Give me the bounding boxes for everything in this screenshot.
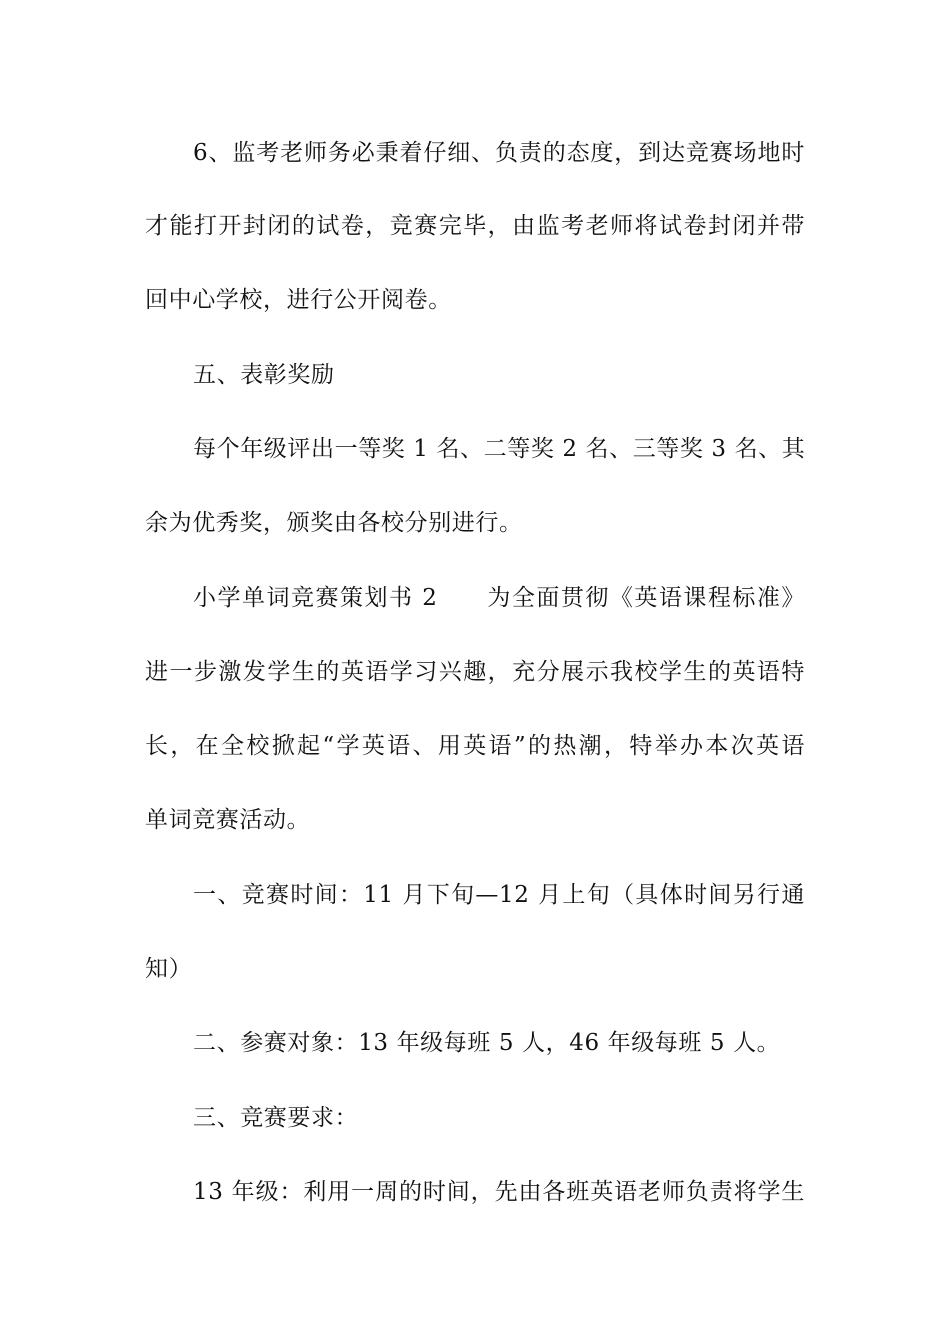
paragraph-line: 一、竞赛时间：11 月下旬—12 月上旬（具体时间另行通 [193, 882, 805, 908]
paragraph-line: 6、监考老师务必秉着仔细、负责的态度，到达竞赛场地时 [193, 140, 805, 166]
paragraph-line: 小学单词竞赛策划书 2 为全面贯彻《英语课程标准》 [193, 585, 805, 611]
paragraph-line: 二、参赛对象：13 年级每班 5 人，46 年级每班 5 人。 [193, 1030, 781, 1056]
paragraph-line: 知） [145, 956, 193, 982]
section-heading: 五、表彰奖励 [193, 362, 335, 388]
paragraph-line: 才能打开封闭的试卷，竞赛完毕，由监考老师将试卷封闭并带 [145, 213, 805, 239]
paragraph-line: 回中心学校，进行公开阅卷。 [145, 287, 452, 313]
section-heading: 三、竞赛要求： [193, 1105, 359, 1131]
paragraph-line: 余为优秀奖，颁奖由各校分别进行。 [145, 510, 523, 536]
paragraph-line: 进一步激发学生的英语学习兴趣，充分展示我校学生的英语特 [145, 659, 805, 685]
paragraph-line: 长，在全校掀起“学英语、用英语”的热潮，特举办本次英语 [145, 733, 805, 759]
paragraph-line: 13 年级：利用一周的时间，先由各班英语老师负责将学生 [193, 1179, 805, 1205]
paragraph-line: 单词竞赛活动。 [145, 807, 311, 833]
paragraph-line: 每个年级评出一等奖 1 名、二等奖 2 名、三等奖 3 名、其 [193, 436, 806, 462]
